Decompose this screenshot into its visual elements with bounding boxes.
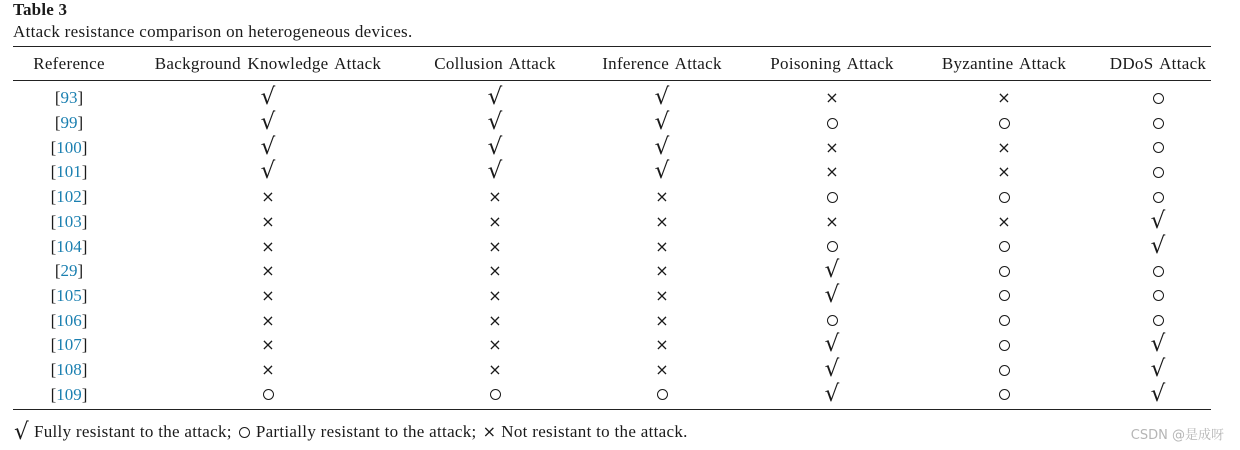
cell-ddos bbox=[1143, 333, 1173, 358]
cross-icon: × bbox=[482, 422, 497, 441]
circle-icon bbox=[827, 315, 838, 326]
cell-poisoning bbox=[817, 333, 847, 358]
cell-byzantine bbox=[989, 333, 1019, 358]
check-icon: √ bbox=[1150, 232, 1166, 259]
cross-icon: × bbox=[261, 236, 275, 256]
cell-byzantine bbox=[989, 111, 1019, 136]
cell-collusion bbox=[480, 185, 510, 210]
cell-inference bbox=[647, 210, 677, 235]
reference-link[interactable]: 108 bbox=[56, 360, 82, 380]
cross-icon: × bbox=[655, 285, 669, 305]
check-icon: √ bbox=[1150, 331, 1166, 358]
bracket-open: [ bbox=[50, 310, 57, 330]
table-row bbox=[0, 135, 1240, 160]
cell-background-knowledge bbox=[253, 284, 283, 309]
header-reference: Reference bbox=[33, 54, 105, 73]
table-row bbox=[0, 358, 1240, 383]
reference-cell bbox=[29, 210, 109, 235]
table-row bbox=[0, 185, 1240, 210]
cross-icon: × bbox=[488, 335, 502, 355]
cell-collusion bbox=[480, 308, 510, 333]
reference-link[interactable]: 105 bbox=[56, 285, 82, 305]
header-background-knowledge-attack: Background Knowledge Attack bbox=[154, 54, 382, 73]
circle-icon bbox=[999, 389, 1010, 400]
cell-byzantine bbox=[989, 358, 1019, 383]
circle-icon bbox=[827, 118, 838, 129]
header-poisoning-attack: Poisoning Attack bbox=[770, 54, 894, 73]
reference-cell bbox=[29, 111, 109, 136]
circle-icon bbox=[999, 192, 1010, 203]
top-rule bbox=[13, 46, 1211, 47]
check-icon: √ bbox=[487, 133, 503, 160]
bracket-open: [ bbox=[54, 261, 61, 281]
reference-cell bbox=[29, 333, 109, 358]
cell-inference bbox=[647, 358, 677, 383]
cross-icon: × bbox=[825, 88, 839, 108]
circle-icon bbox=[239, 427, 250, 438]
cell-inference bbox=[647, 259, 677, 284]
table-legend bbox=[14, 421, 688, 443]
header-byzantine-attack: Byzantine Attack bbox=[941, 54, 1067, 73]
reference-link[interactable]: 109 bbox=[56, 384, 82, 404]
cell-byzantine bbox=[989, 284, 1019, 309]
reference-cell bbox=[29, 358, 109, 383]
check-icon: √ bbox=[14, 419, 29, 445]
cell-collusion bbox=[480, 210, 510, 235]
cell-byzantine bbox=[989, 259, 1019, 284]
reference-link[interactable]: 101 bbox=[56, 162, 82, 182]
cell-background-knowledge bbox=[253, 185, 283, 210]
cell-ddos bbox=[1143, 135, 1173, 160]
cell-background-knowledge bbox=[253, 86, 283, 111]
cell-inference bbox=[647, 234, 677, 259]
cross-icon: × bbox=[488, 236, 502, 256]
table-caption: Attack resistance comparison on heterogeneous devices. bbox=[13, 22, 413, 41]
reference-link[interactable]: 29 bbox=[60, 261, 78, 281]
cell-ddos bbox=[1143, 308, 1173, 333]
cell-collusion bbox=[480, 333, 510, 358]
cross-icon: × bbox=[825, 211, 839, 231]
cell-collusion bbox=[480, 382, 510, 407]
cell-poisoning bbox=[817, 259, 847, 284]
table-row bbox=[0, 111, 1240, 136]
cell-byzantine bbox=[989, 234, 1019, 259]
check-icon: √ bbox=[1150, 356, 1166, 383]
cross-icon: × bbox=[488, 285, 502, 305]
cell-poisoning bbox=[817, 86, 847, 111]
cell-background-knowledge bbox=[253, 160, 283, 185]
reference-cell bbox=[29, 259, 109, 284]
bracket-open: [ bbox=[50, 162, 57, 182]
reference-cell bbox=[29, 234, 109, 259]
cross-icon: × bbox=[261, 261, 275, 281]
check-icon: √ bbox=[260, 109, 276, 136]
table-row bbox=[0, 333, 1240, 358]
cell-background-knowledge bbox=[253, 333, 283, 358]
cross-icon: × bbox=[997, 88, 1011, 108]
bracket-open: [ bbox=[50, 187, 57, 207]
cell-ddos bbox=[1143, 207, 1173, 235]
legend-partial-text: Partially resistant to the attack; bbox=[255, 422, 477, 441]
bracket-close: ] bbox=[81, 384, 88, 404]
cell-ddos bbox=[1143, 382, 1173, 407]
cell-background-knowledge bbox=[253, 135, 283, 160]
cell-background-knowledge bbox=[253, 111, 283, 136]
bracket-open: [ bbox=[54, 113, 61, 133]
circle-icon bbox=[827, 192, 838, 203]
circle-icon bbox=[999, 118, 1010, 129]
cell-ddos bbox=[1143, 86, 1173, 111]
check-icon: √ bbox=[260, 158, 276, 185]
circle-icon bbox=[1153, 266, 1164, 277]
bracket-open: [ bbox=[50, 335, 57, 355]
table-row bbox=[0, 308, 1240, 333]
table-row bbox=[0, 259, 1240, 284]
check-icon: √ bbox=[824, 257, 840, 284]
reference-cell bbox=[29, 185, 109, 210]
cross-icon: × bbox=[488, 187, 502, 207]
cross-icon: × bbox=[825, 137, 839, 157]
cross-icon: × bbox=[825, 162, 839, 182]
check-icon: √ bbox=[1150, 380, 1166, 407]
cell-poisoning bbox=[817, 308, 847, 333]
cell-byzantine bbox=[989, 160, 1019, 185]
cell-collusion bbox=[480, 111, 510, 136]
check-icon: √ bbox=[654, 84, 670, 111]
circle-icon bbox=[999, 340, 1010, 351]
cell-background-knowledge bbox=[253, 358, 283, 383]
bracket-close: ] bbox=[77, 88, 84, 108]
cross-icon: × bbox=[261, 285, 275, 305]
circle-icon bbox=[999, 365, 1010, 376]
cross-icon: × bbox=[488, 310, 502, 330]
reference-cell bbox=[29, 135, 109, 160]
bracket-close: ] bbox=[81, 211, 88, 231]
table-row bbox=[0, 234, 1240, 259]
cell-poisoning bbox=[817, 185, 847, 210]
check-icon: √ bbox=[654, 133, 670, 160]
circle-icon bbox=[999, 315, 1010, 326]
reference-cell bbox=[29, 382, 109, 407]
reference-link[interactable]: 99 bbox=[60, 113, 78, 133]
cell-poisoning bbox=[817, 160, 847, 185]
bracket-close: ] bbox=[77, 113, 84, 133]
cell-inference bbox=[647, 111, 677, 136]
cell-collusion bbox=[480, 160, 510, 185]
reference-link[interactable]: 100 bbox=[56, 137, 82, 157]
circle-icon bbox=[999, 266, 1010, 277]
check-icon: √ bbox=[824, 281, 840, 308]
cross-icon: × bbox=[488, 261, 502, 281]
cell-poisoning bbox=[817, 358, 847, 383]
bracket-open: [ bbox=[50, 137, 57, 157]
cell-byzantine bbox=[989, 185, 1019, 210]
cross-icon: × bbox=[261, 360, 275, 380]
circle-icon bbox=[999, 241, 1010, 252]
check-icon: √ bbox=[654, 109, 670, 136]
table-row bbox=[0, 207, 1240, 235]
cell-ddos bbox=[1143, 111, 1173, 136]
check-icon: √ bbox=[487, 109, 503, 136]
cross-icon: × bbox=[655, 310, 669, 330]
header-rule bbox=[13, 80, 1211, 81]
cell-collusion bbox=[480, 358, 510, 383]
cell-background-knowledge bbox=[253, 210, 283, 235]
cell-byzantine bbox=[989, 382, 1019, 407]
cross-icon: × bbox=[261, 310, 275, 330]
legend-full-text: Fully resistant to the attack; bbox=[33, 422, 232, 441]
header-ddos-attack: DDoS Attack bbox=[1109, 54, 1207, 73]
check-icon: √ bbox=[487, 84, 503, 111]
cell-collusion bbox=[480, 86, 510, 111]
cell-inference bbox=[647, 135, 677, 160]
cross-icon: × bbox=[261, 187, 275, 207]
cross-icon: × bbox=[261, 335, 275, 355]
check-icon: √ bbox=[824, 380, 840, 407]
cell-collusion bbox=[480, 135, 510, 160]
circle-icon bbox=[999, 290, 1010, 301]
cross-icon: × bbox=[655, 261, 669, 281]
cross-icon: × bbox=[655, 211, 669, 231]
cell-ddos bbox=[1143, 259, 1173, 284]
cell-collusion bbox=[480, 284, 510, 309]
circle-icon bbox=[1153, 192, 1164, 203]
bracket-close: ] bbox=[81, 236, 88, 256]
check-icon: √ bbox=[654, 158, 670, 185]
bracket-open: [ bbox=[50, 285, 57, 305]
cross-icon: × bbox=[997, 137, 1011, 157]
table-label: Table 3 bbox=[13, 0, 68, 19]
reference-link[interactable]: 103 bbox=[56, 211, 82, 231]
check-icon: √ bbox=[824, 331, 840, 358]
cell-byzantine bbox=[989, 308, 1019, 333]
bracket-close: ] bbox=[81, 285, 88, 305]
bracket-close: ] bbox=[81, 137, 88, 157]
bracket-close: ] bbox=[81, 360, 88, 380]
cross-icon: × bbox=[655, 335, 669, 355]
bracket-close: ] bbox=[81, 310, 88, 330]
bracket-close: ] bbox=[81, 162, 88, 182]
cell-ddos bbox=[1143, 284, 1173, 309]
cell-byzantine bbox=[989, 86, 1019, 111]
cross-icon: × bbox=[655, 236, 669, 256]
circle-icon bbox=[657, 389, 668, 400]
bracket-open: [ bbox=[50, 236, 57, 256]
cell-poisoning bbox=[817, 234, 847, 259]
cell-collusion bbox=[480, 234, 510, 259]
cross-icon: × bbox=[488, 211, 502, 231]
circle-icon bbox=[1153, 315, 1164, 326]
table-row bbox=[0, 160, 1240, 185]
reference-cell bbox=[29, 308, 109, 333]
cell-inference bbox=[647, 284, 677, 309]
reference-link[interactable]: 93 bbox=[60, 88, 78, 108]
cell-inference bbox=[647, 185, 677, 210]
bottom-rule bbox=[13, 409, 1211, 410]
cell-ddos bbox=[1143, 234, 1173, 259]
circle-icon bbox=[1153, 290, 1164, 301]
bracket-open: [ bbox=[54, 88, 61, 108]
cross-icon: × bbox=[261, 211, 275, 231]
cell-background-knowledge bbox=[253, 382, 283, 407]
circle-icon bbox=[827, 241, 838, 252]
check-icon: √ bbox=[824, 356, 840, 383]
circle-icon bbox=[1153, 142, 1164, 153]
cross-icon: × bbox=[655, 360, 669, 380]
check-icon: √ bbox=[260, 133, 276, 160]
circle-icon bbox=[1153, 167, 1164, 178]
cell-inference bbox=[647, 308, 677, 333]
circle-icon bbox=[263, 389, 274, 400]
cell-poisoning bbox=[817, 281, 847, 309]
header-inference-attack: Inference Attack bbox=[602, 54, 722, 73]
circle-icon bbox=[490, 389, 501, 400]
bracket-close: ] bbox=[81, 335, 88, 355]
cell-byzantine bbox=[989, 210, 1019, 235]
bracket-open: [ bbox=[50, 384, 57, 404]
cell-collusion bbox=[480, 259, 510, 284]
watermark: CSDN @是成呀 bbox=[1130, 428, 1224, 443]
circle-icon bbox=[1153, 93, 1164, 104]
cell-ddos bbox=[1143, 185, 1173, 210]
check-icon: √ bbox=[1150, 207, 1166, 234]
cross-icon: × bbox=[997, 162, 1011, 182]
reference-cell bbox=[29, 284, 109, 309]
cross-icon: × bbox=[488, 360, 502, 380]
cell-background-knowledge bbox=[253, 259, 283, 284]
cross-icon: × bbox=[655, 187, 669, 207]
reference-cell bbox=[29, 86, 109, 111]
table-row bbox=[0, 281, 1240, 309]
reference-cell bbox=[29, 160, 109, 185]
cell-inference bbox=[647, 333, 677, 358]
cell-inference bbox=[647, 382, 677, 407]
bracket-open: [ bbox=[50, 211, 57, 231]
table-row bbox=[0, 86, 1240, 111]
cell-poisoning bbox=[817, 210, 847, 235]
circle-icon bbox=[1153, 118, 1164, 129]
cell-ddos bbox=[1143, 358, 1173, 383]
reference-link[interactable]: 102 bbox=[56, 187, 82, 207]
cell-poisoning bbox=[817, 382, 847, 407]
table-row bbox=[0, 382, 1240, 407]
reference-link[interactable]: 107 bbox=[56, 335, 82, 355]
bracket-close: ] bbox=[77, 261, 84, 281]
cell-poisoning bbox=[817, 135, 847, 160]
check-icon: √ bbox=[260, 84, 276, 111]
cell-ddos bbox=[1143, 160, 1173, 185]
cell-background-knowledge bbox=[253, 234, 283, 259]
reference-link[interactable]: 104 bbox=[56, 236, 82, 256]
header-collusion-attack: Collusion Attack bbox=[434, 54, 556, 73]
cell-inference bbox=[647, 86, 677, 111]
bracket-close: ] bbox=[81, 187, 88, 207]
reference-link[interactable]: 106 bbox=[56, 310, 82, 330]
cross-icon: × bbox=[997, 211, 1011, 231]
bracket-open: [ bbox=[50, 360, 57, 380]
cell-inference bbox=[647, 160, 677, 185]
cell-background-knowledge bbox=[253, 308, 283, 333]
cell-byzantine bbox=[989, 135, 1019, 160]
cell-poisoning bbox=[817, 111, 847, 136]
legend-none-text: Not resistant to the attack. bbox=[501, 422, 688, 441]
check-icon: √ bbox=[487, 158, 503, 185]
